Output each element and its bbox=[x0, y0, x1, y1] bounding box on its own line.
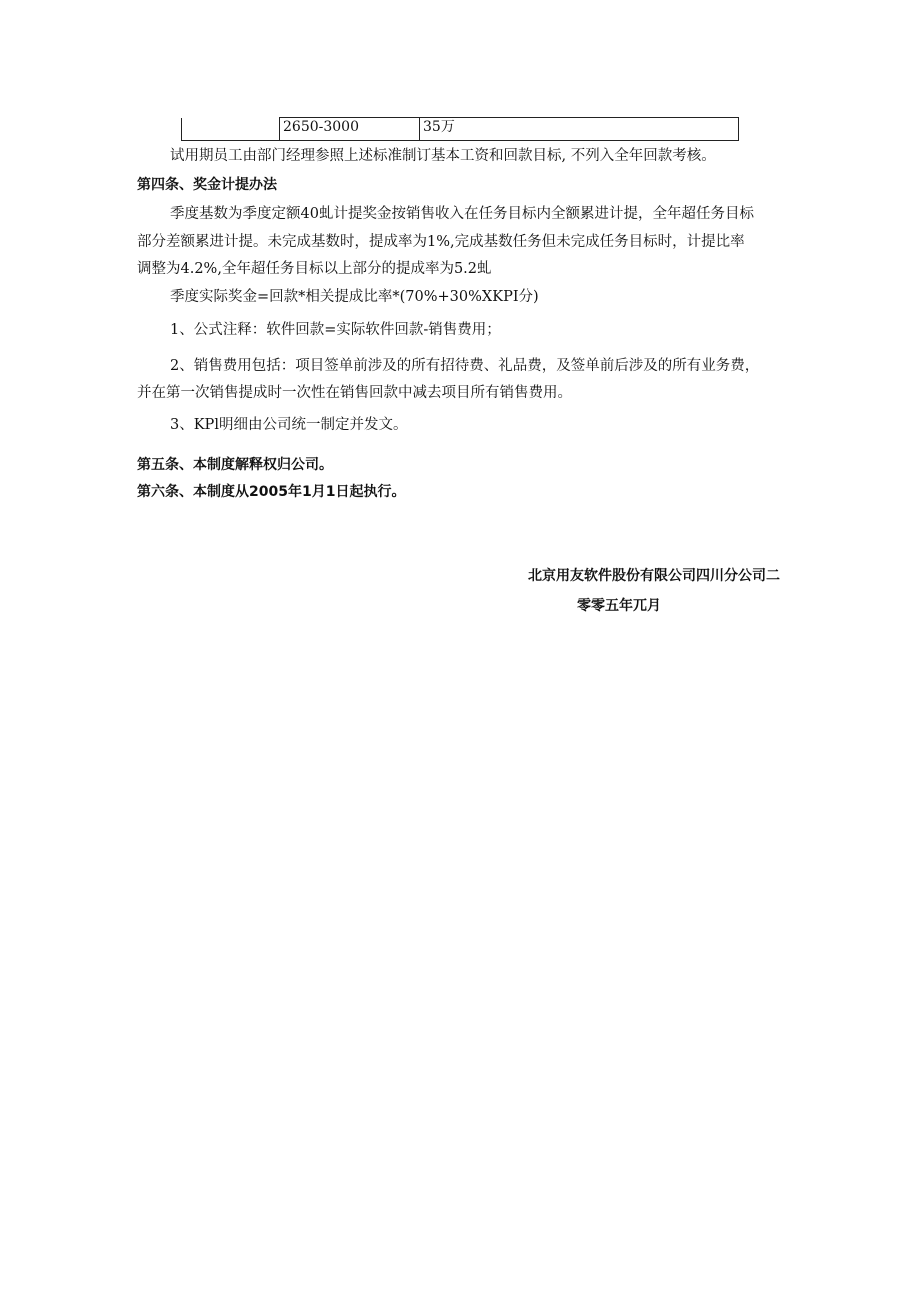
table-cell-target: 35万 bbox=[420, 118, 739, 141]
article4-paragraph-line2: 部分差额累进计提。未完成基数时，提成率为1%,完成基数任务但未完成任务目标时，计提比率 bbox=[137, 234, 745, 250]
article5: 第五条、本制度解释权归公司。 bbox=[137, 457, 333, 473]
bonus-formula: 季度实际奖金=回款*相关提成比率*(70%+30%XKPI分) bbox=[170, 289, 539, 305]
article6: 第六条、本制度从2005年1月1日起执行。 bbox=[137, 484, 406, 500]
note-2-line2: 并在第一次销售提成时一次性在销售回款中减去项目所有销售费用。 bbox=[137, 385, 572, 401]
note-1: 1、公式注释：软件回款=实际软件回款-销售费用； bbox=[170, 322, 501, 338]
article4-paragraph-line3: 调整为4.2%,全年超任务目标以上部分的提成率为5.2虬 bbox=[137, 261, 492, 277]
article4-heading: 第四条、奖金计提办法 bbox=[137, 177, 277, 193]
probation-note: 试用期员工由部门经理参照上述标准制订基本工资和回款目标, 不列入全年回款考核。 bbox=[170, 148, 716, 164]
table-cell-range: 2650-3000 bbox=[280, 118, 420, 141]
signature-date: 零零五年兀月 bbox=[577, 598, 661, 614]
article4-paragraph-line1: 季度基数为季度定额40虬计提奖金按销售收入在任务目标内全额累进计提，全年超任务目标 bbox=[170, 206, 754, 222]
note-2-line1: 2、销售费用包括：项目签单前涉及的所有招待费、礼品费，及签单前后涉及的所有业务费， bbox=[170, 358, 760, 374]
salary-table-fragment bbox=[181, 117, 739, 141]
signature-company: 北京用友软件股份有限公司四川分公司二 bbox=[528, 568, 780, 584]
table-row bbox=[182, 118, 739, 141]
note-3: 3、KPl明细由公司统一制定并发文。 bbox=[170, 417, 408, 433]
table-cell-level bbox=[182, 118, 280, 141]
